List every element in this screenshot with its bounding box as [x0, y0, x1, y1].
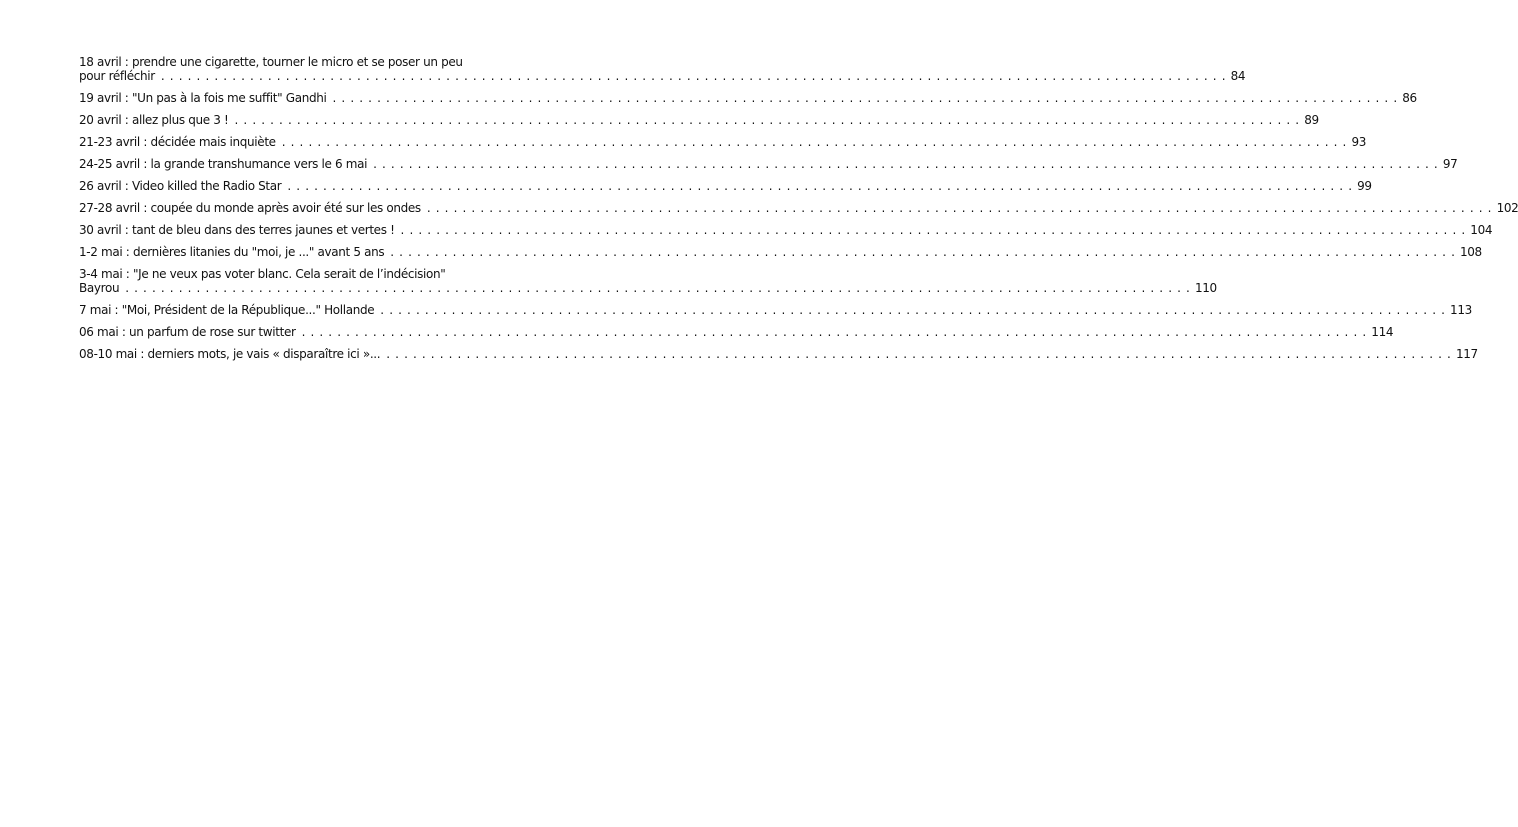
toc-entry-page-number: 93 — [1351, 135, 1367, 149]
toc-entry-title-line1: 3-4 mai : "Je ne veux pas voter blanc. Cela serait de l’indécision" — [79, 267, 446, 281]
toc-entry-title: 1-2 mai : dernières litanies du "moi, je ..." avant 5 ans — [79, 245, 385, 259]
toc-entry — [79, 267, 1217, 295]
toc-entry-page-number: 86 — [1402, 91, 1417, 105]
toc-entry — [79, 179, 1372, 193]
toc-entry-line — [79, 69, 1246, 83]
toc-entry-title: 30 avril : tant de bleu dans des terres jaunes et vertes ! — [79, 223, 395, 237]
toc-entry-line — [79, 113, 1319, 127]
toc-entry-page-number: 110 — [1194, 281, 1217, 295]
dot-leader: ........................................................................................................................ — [380, 303, 1451, 317]
toc-entry-line — [79, 303, 1472, 317]
toc-entry-title: Bayrou — [79, 281, 120, 295]
dot-leader: ........................................................................................................................ — [234, 113, 1305, 127]
toc-entry-page-number: 84 — [1230, 69, 1246, 83]
toc-entry-title: 7 mai : "Moi, Président de la République..." Hollande — [79, 303, 375, 317]
toc-entry-title: 21-23 avril : décidée mais inquiète — [79, 135, 276, 149]
toc-entry-title: pour réfléchir — [79, 69, 155, 83]
toc-entry-page-number: 108 — [1459, 245, 1482, 259]
toc-entry-title: 24-25 avril : la grande transhumance vers le 6 mai — [79, 157, 368, 171]
toc-entry-page-number: 89 — [1304, 113, 1319, 127]
dot-leader: ........................................................................................................................ — [281, 135, 1352, 149]
toc-entry-line — [79, 281, 1217, 295]
toc-entry-page-number: 113 — [1450, 303, 1472, 317]
toc-entry-line — [79, 223, 1493, 237]
dot-leader: ........................................................................................................................ — [386, 347, 1456, 361]
toc-entry — [79, 347, 1478, 361]
toc-entry-line — [79, 157, 1458, 171]
toc-entry-page-number: 114 — [1371, 325, 1394, 339]
toc-entry-title: 06 mai : un parfum de rose sur twitter — [79, 325, 296, 339]
toc-entry-title: 08-10 mai : derniers mots, je vais « disparaître ici »... — [79, 347, 381, 361]
dot-leader: ........................................................................................................................ — [301, 325, 1372, 339]
dot-leader: ........................................................................................................................ — [160, 69, 1231, 83]
toc-entry-line — [79, 179, 1372, 193]
dot-leader: ........................................................................................................................ — [400, 223, 1471, 237]
toc-entry-line — [79, 245, 1482, 259]
toc-entry — [79, 201, 1518, 215]
toc-entry — [79, 223, 1493, 237]
toc-entry-title: 20 avril : allez plus que 3 ! — [79, 113, 229, 127]
toc-entry-page-number: 102 — [1496, 201, 1518, 215]
toc-entry — [79, 55, 1246, 83]
toc-entry-title: 26 avril : Video killed the Radio Star — [79, 179, 282, 193]
toc-entry — [79, 135, 1367, 149]
toc-entry-title-line1: 18 avril : prendre une cigarette, tourner le micro et se poser un peu — [79, 55, 463, 69]
toc-entry — [79, 113, 1319, 127]
dot-leader: ........................................................................................................................ — [287, 179, 1358, 193]
toc-entry-line — [79, 201, 1518, 215]
toc-entry — [79, 303, 1472, 317]
toc-entry-title: 27-28 avril : coupée du monde après avoir été sur les ondes — [79, 201, 421, 215]
dot-leader: ........................................................................................................................ — [390, 245, 1460, 259]
dot-leader: ........................................................................................................................ — [332, 91, 1403, 105]
table-of-contents — [79, 55, 1518, 369]
toc-entry-line — [79, 347, 1478, 361]
dot-leader: ........................................................................................................................ — [373, 157, 1443, 171]
dot-leader: ........................................................................................................................ — [426, 201, 1497, 215]
dot-leader: ........................................................................................................................ — [125, 281, 1195, 295]
toc-entry — [79, 157, 1458, 171]
toc-entry — [79, 91, 1417, 105]
toc-entry-page-number: 117 — [1455, 347, 1478, 361]
toc-entry-page-number: 99 — [1357, 179, 1372, 193]
toc-entry-line — [79, 135, 1367, 149]
toc-entry — [79, 325, 1394, 339]
toc-entry-line — [79, 325, 1394, 339]
toc-entry-page-number: 97 — [1442, 157, 1458, 171]
toc-entry-page-number: 104 — [1470, 223, 1493, 237]
toc-entry-title: 19 avril : "Un pas à la fois me suffit" Gandhi — [79, 91, 327, 105]
toc-entry-line — [79, 91, 1417, 105]
toc-entry — [79, 245, 1482, 259]
